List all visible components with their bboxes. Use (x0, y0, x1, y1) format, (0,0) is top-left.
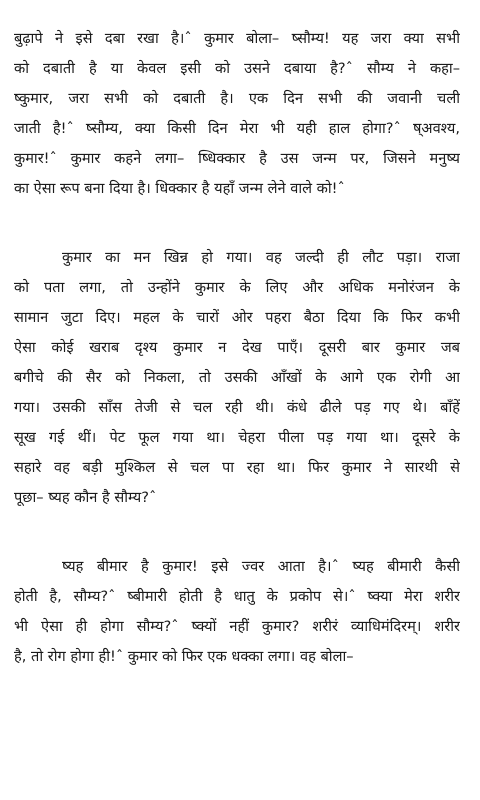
text-line: सामान जुटा दिए। महल के चारों ओर पहरा बैठा दिया कि फिर कभी (14, 309, 460, 326)
text-line: बगीचे की सैर को निकला, तो उसकी आँखों के आगे एक रोगी आ (14, 369, 460, 386)
text-line: का ऐसा रूप बना दिया है। धिक्कार है यहाँ जन्म लेने वाले को!ˆ (14, 180, 345, 197)
text-line: होती है, सौम्य?ˆ ष्बीमारी होती है धातु के प्रकोप से।ˆ ष्क्या मेरा शरीर (14, 588, 460, 605)
text-line: कुमार का मन खिन्न हो गया। वह जल्दी ही लौट पड़ा। राजा (62, 249, 460, 266)
text-line: ष्कुमार, जरा सभी को दबाती है। एक दिन सभी की जवानी चली (14, 90, 460, 107)
text-line: भी ऐसा ही होगा सौम्य?ˆ ष्क्यों नहीं कुमार? शरीरं व्याधिमंदिरम्। शरीर (14, 618, 460, 635)
text-line: गया। उसकी साँस तेजी से चल रही थी। कंधे ढीले पड़ गए थे। बाँहें (14, 399, 460, 416)
paragraph-gap (14, 513, 460, 552)
text-line: ऐसा कोई खराब दृश्य कुमार न देख पाएँ। दूसरी बार कुमार जब (14, 339, 460, 356)
paragraph-3 (14, 552, 460, 672)
text-line: को पता लगा, तो उन्होंने कुमार के लिए और अधिक मनोरंजन के (14, 279, 460, 296)
text-line: कुमार!ˆ कुमार कहने लगा– ष्धिक्कार है उस जन्म पर, जिसने मनुष्य (14, 150, 460, 167)
text-line: सूख गई थीं। पेट फूल गया था। चेहरा पीला पड़ गया था। दूसरे के (14, 429, 460, 446)
paragraph-2 (14, 243, 460, 513)
paragraph-gap (14, 204, 460, 243)
text-line: बुढ़ापे ने इसे दबा रखा है।ˆ कुमार बोला– ष्सौम्य! यह जरा क्या सभी (14, 30, 460, 47)
text-line: सहारे वह बड़ी मुश्किल से चल पा रहा था। फिर कुमार ने सारथी से (14, 459, 460, 476)
text-line: ष्यह बीमार है कुमार! इसे ज्वर आता है।ˆ ष्यह बीमारी कैसी (62, 558, 460, 575)
text-line: है, तो रोग होगा ही!ˆ कुमार को फिर एक धक्का लगा। वह बोला– (14, 648, 354, 665)
text-line: जाती है!ˆ ष्सौम्य, क्या किसी दिन मेरा भी यही हाल होगा?ˆ ष्अवश्य, (14, 120, 460, 137)
text-line: पूछा– ष्यह कौन है सौम्य?ˆ (14, 489, 157, 506)
paragraph-1 (14, 24, 460, 204)
text-line: को दबाती है या केवल इसी को उसने दबाया है?ˆ सौम्य ने कहा– (14, 60, 460, 77)
